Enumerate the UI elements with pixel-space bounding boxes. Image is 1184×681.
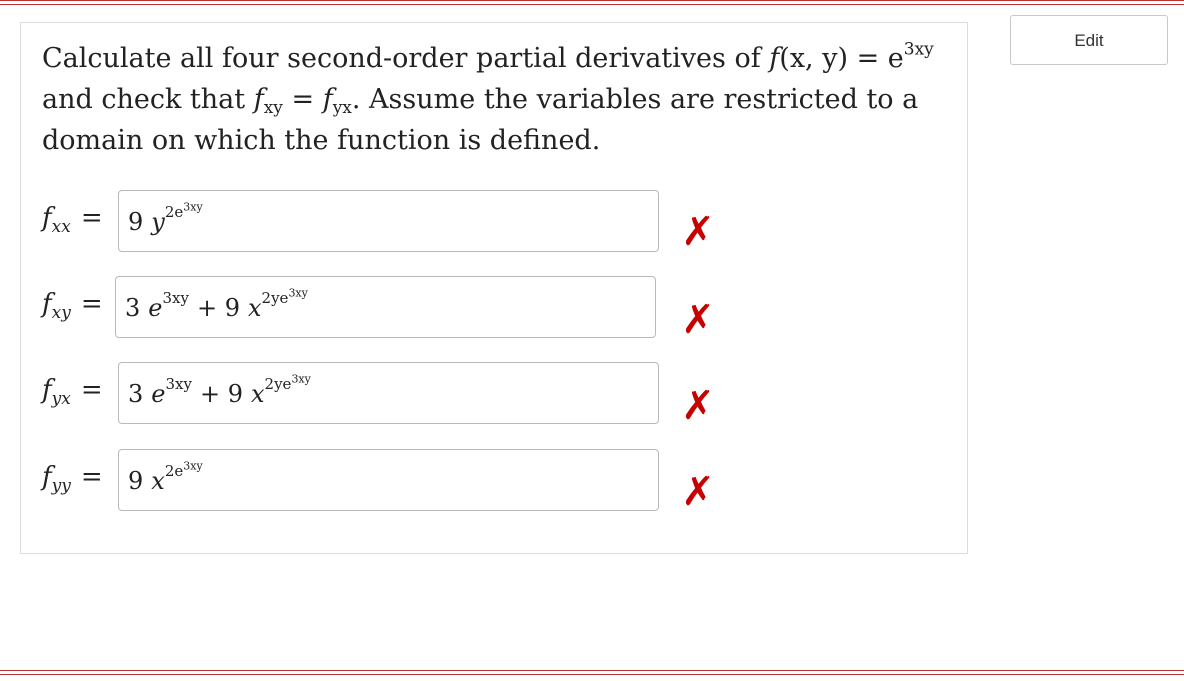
label-fyx-sub: yx bbox=[51, 388, 71, 409]
bottom-rule-inner bbox=[0, 674, 1184, 675]
answer-field-fxx[interactable]: 9 $y^{2e^{3xy}}$ bbox=[118, 190, 659, 252]
label-fyy-sub: yy bbox=[51, 475, 71, 496]
incorrect-mark-icon: ✗ bbox=[681, 297, 715, 343]
incorrect-mark-icon: ✗ bbox=[681, 209, 715, 255]
prompt-fxy: f bbox=[253, 84, 264, 115]
incorrect-mark-icon: ✗ bbox=[681, 383, 715, 429]
prompt-fyx-sub: yx bbox=[332, 98, 352, 119]
label-fyx: $f_{yx}$ = bbox=[42, 375, 103, 409]
prompt-text-2: and check that bbox=[42, 84, 254, 115]
prompt-fyx: f bbox=[322, 84, 333, 115]
label-fyy: $f_{yy}$ = bbox=[42, 462, 103, 496]
label-fxx: $f_{xx}$ = bbox=[42, 203, 103, 237]
top-rule bbox=[0, 0, 1184, 1]
edit-button[interactable]: Edit bbox=[1010, 15, 1168, 65]
prompt-text-3: . Assume the variables are restricted to a domain on which the function is defined. bbox=[42, 84, 919, 156]
label-fxy: $f_{xy}$ = bbox=[42, 289, 103, 323]
prompt-function-name: f bbox=[769, 43, 780, 74]
answer-field-fxy[interactable]: 3 $e^{3xy} + 9$ $x^{2ye^{3xy}}$ bbox=[115, 276, 656, 338]
incorrect-mark-icon: ✗ bbox=[681, 469, 715, 515]
bottom-rule bbox=[0, 670, 1184, 671]
prompt-function-exp: 3xy bbox=[903, 39, 934, 60]
question-prompt: Calculate all four second-order partial derivatives of f(x, $y) = e^{3xy}$ and check that $f_{xy} = f_{yx}$. Assume the variables are restricted to a domain on which the function is defined. bbox=[42, 39, 934, 156]
label-fxy-sub: xy bbox=[51, 302, 71, 323]
answer-field-fyx[interactable]: 3 $e^{3xy} + 9$ $x^{2ye^{3xy}}$ bbox=[118, 362, 659, 424]
answer-field-fyy[interactable]: 9 $x^{2e^{3xy}}$ bbox=[118, 449, 659, 511]
top-rule-inner bbox=[0, 4, 1184, 5]
prompt-fxy-sub: xy bbox=[263, 98, 283, 119]
label-fxx-sub: xx bbox=[51, 216, 71, 237]
prompt-text-1: Calculate all four second-order partial derivatives of bbox=[42, 43, 770, 74]
prompt-function-args: (x, y) = e bbox=[779, 43, 904, 74]
